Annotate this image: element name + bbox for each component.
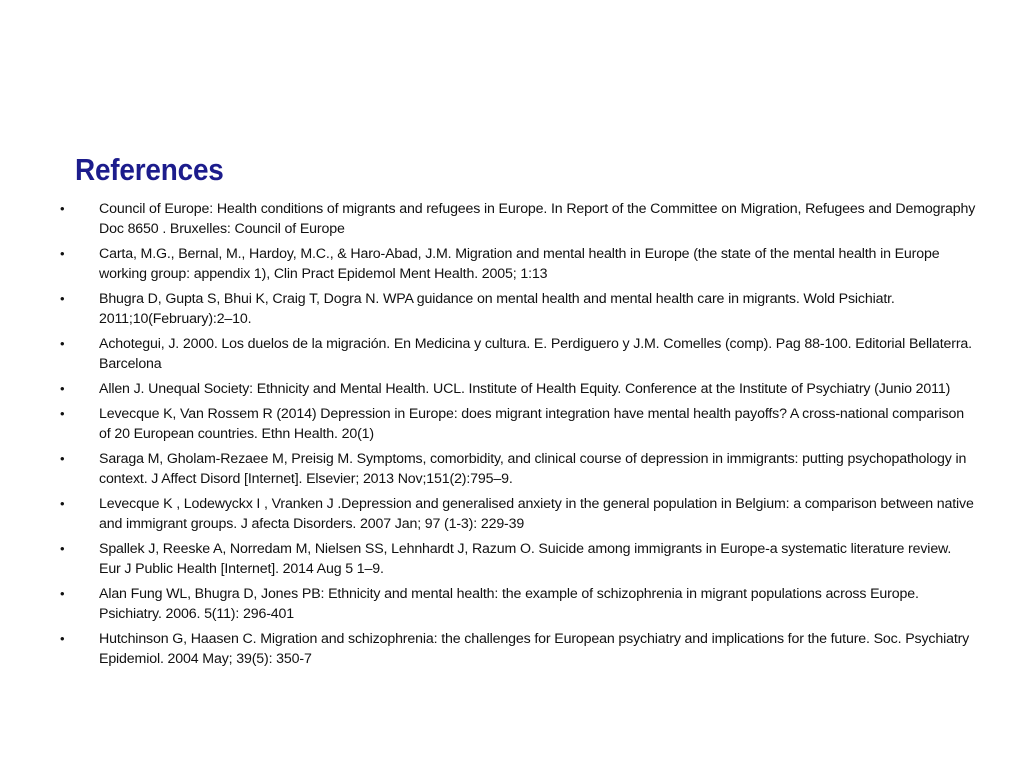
reference-text: Carta, M.G., Bernal, M., Hardoy, M.C., & Haro-Abad, J.M. Migration and mental health in Europe (the state of the mental health in Europe working group: appendix 1), Clin Pract Epidemol Ment Health. 2005; 1:13 <box>99 246 940 282</box>
bullet-icon: • <box>60 336 65 351</box>
bullet-icon: • <box>60 586 65 601</box>
reference-text: Bhugra D, Gupta S, Bhui K, Craig T, Dogra N. WPA guidance on mental health and mental health care in migrants. Wold Psichiatr. 2011;10(February):2–10. <box>99 291 895 327</box>
reference-item <box>56 584 976 624</box>
bullet-icon: • <box>60 381 65 396</box>
bullet-icon: • <box>60 496 65 511</box>
bullet-icon: • <box>60 201 65 216</box>
bullet-icon: • <box>60 246 65 261</box>
reference-item <box>56 449 976 489</box>
reference-item <box>56 404 976 444</box>
reference-text: Levecque K , Lodewyckx I , Vranken J .Depression and generalised anxiety in the general population in Belgium: a comparison between native and immigrant groups. J afecta Disorders. 2007 Jan; 97 (1-3): 229-39 <box>99 496 974 532</box>
bullet-icon: • <box>60 451 65 466</box>
reference-item <box>56 629 976 669</box>
reference-text: Alan Fung WL, Bhugra D, Jones PB: Ethnicity and mental health: the example of schizophrenia in migrant populations across Europe. Psichiatry. 2006. 5(11): 296-401 <box>99 586 919 622</box>
reference-item <box>56 379 976 399</box>
reference-item <box>56 334 976 374</box>
reference-list <box>56 199 976 674</box>
bullet-icon: • <box>60 291 65 306</box>
reference-item <box>56 199 976 239</box>
reference-text: Allen J. Unequal Society: Ethnicity and Mental Health. UCL. Institute of Health Equity. Conference at the Institute of Psychiatry (Junio 2011) <box>99 381 951 397</box>
reference-text: Saraga M, Gholam-Rezaee M, Preisig M. Symptoms, comorbidity, and clinical course of depression in immigrants: putting psychopathology in context. J Affect Disord [Internet]. Elsevier; 2013 Nov;151(2):795–9. <box>99 451 967 487</box>
reference-item <box>56 539 976 579</box>
reference-item <box>56 289 976 329</box>
bullet-icon: • <box>60 406 65 421</box>
slide-title: References <box>75 152 224 187</box>
reference-item <box>56 244 976 284</box>
reference-text: Hutchinson G, Haasen C. Migration and schizophrenia: the challenges for European psychiatry and implications for the future. Soc. Psychiatry Epidemiol. 2004 May; 39(5): 350-7 <box>99 631 970 667</box>
bullet-icon: • <box>60 541 65 556</box>
reference-text: Achotegui, J. 2000. Los duelos de la migración. En Medicina y cultura. E. Perdiguero y J.M. Comelles (comp). Pag 88-100. Editorial Bellaterra. Barcelona <box>99 336 972 372</box>
reference-text: Levecque K, Van Rossem R (2014) Depression in Europe: does migrant integration have mental health payoffs? A cross-national comparison of 20 European countries. Ethn Health. 20(1) <box>99 406 965 442</box>
reference-item <box>56 494 976 534</box>
bullet-icon: • <box>60 631 65 646</box>
reference-text: Spallek J, Reeske A, Norredam M, Nielsen SS, Lehnhardt J, Razum O. Suicide among immigrants in Europe-a systematic literature review. Eur J Public Health [Internet]. 2014 Aug 5 1–9. <box>99 541 952 577</box>
reference-text: Council of Europe: Health conditions of migrants and refugees in Europe. In Report of the Committee on Migration, Refugees and Demography Doc 8650 . Bruxelles: Council of Europe <box>99 201 976 237</box>
